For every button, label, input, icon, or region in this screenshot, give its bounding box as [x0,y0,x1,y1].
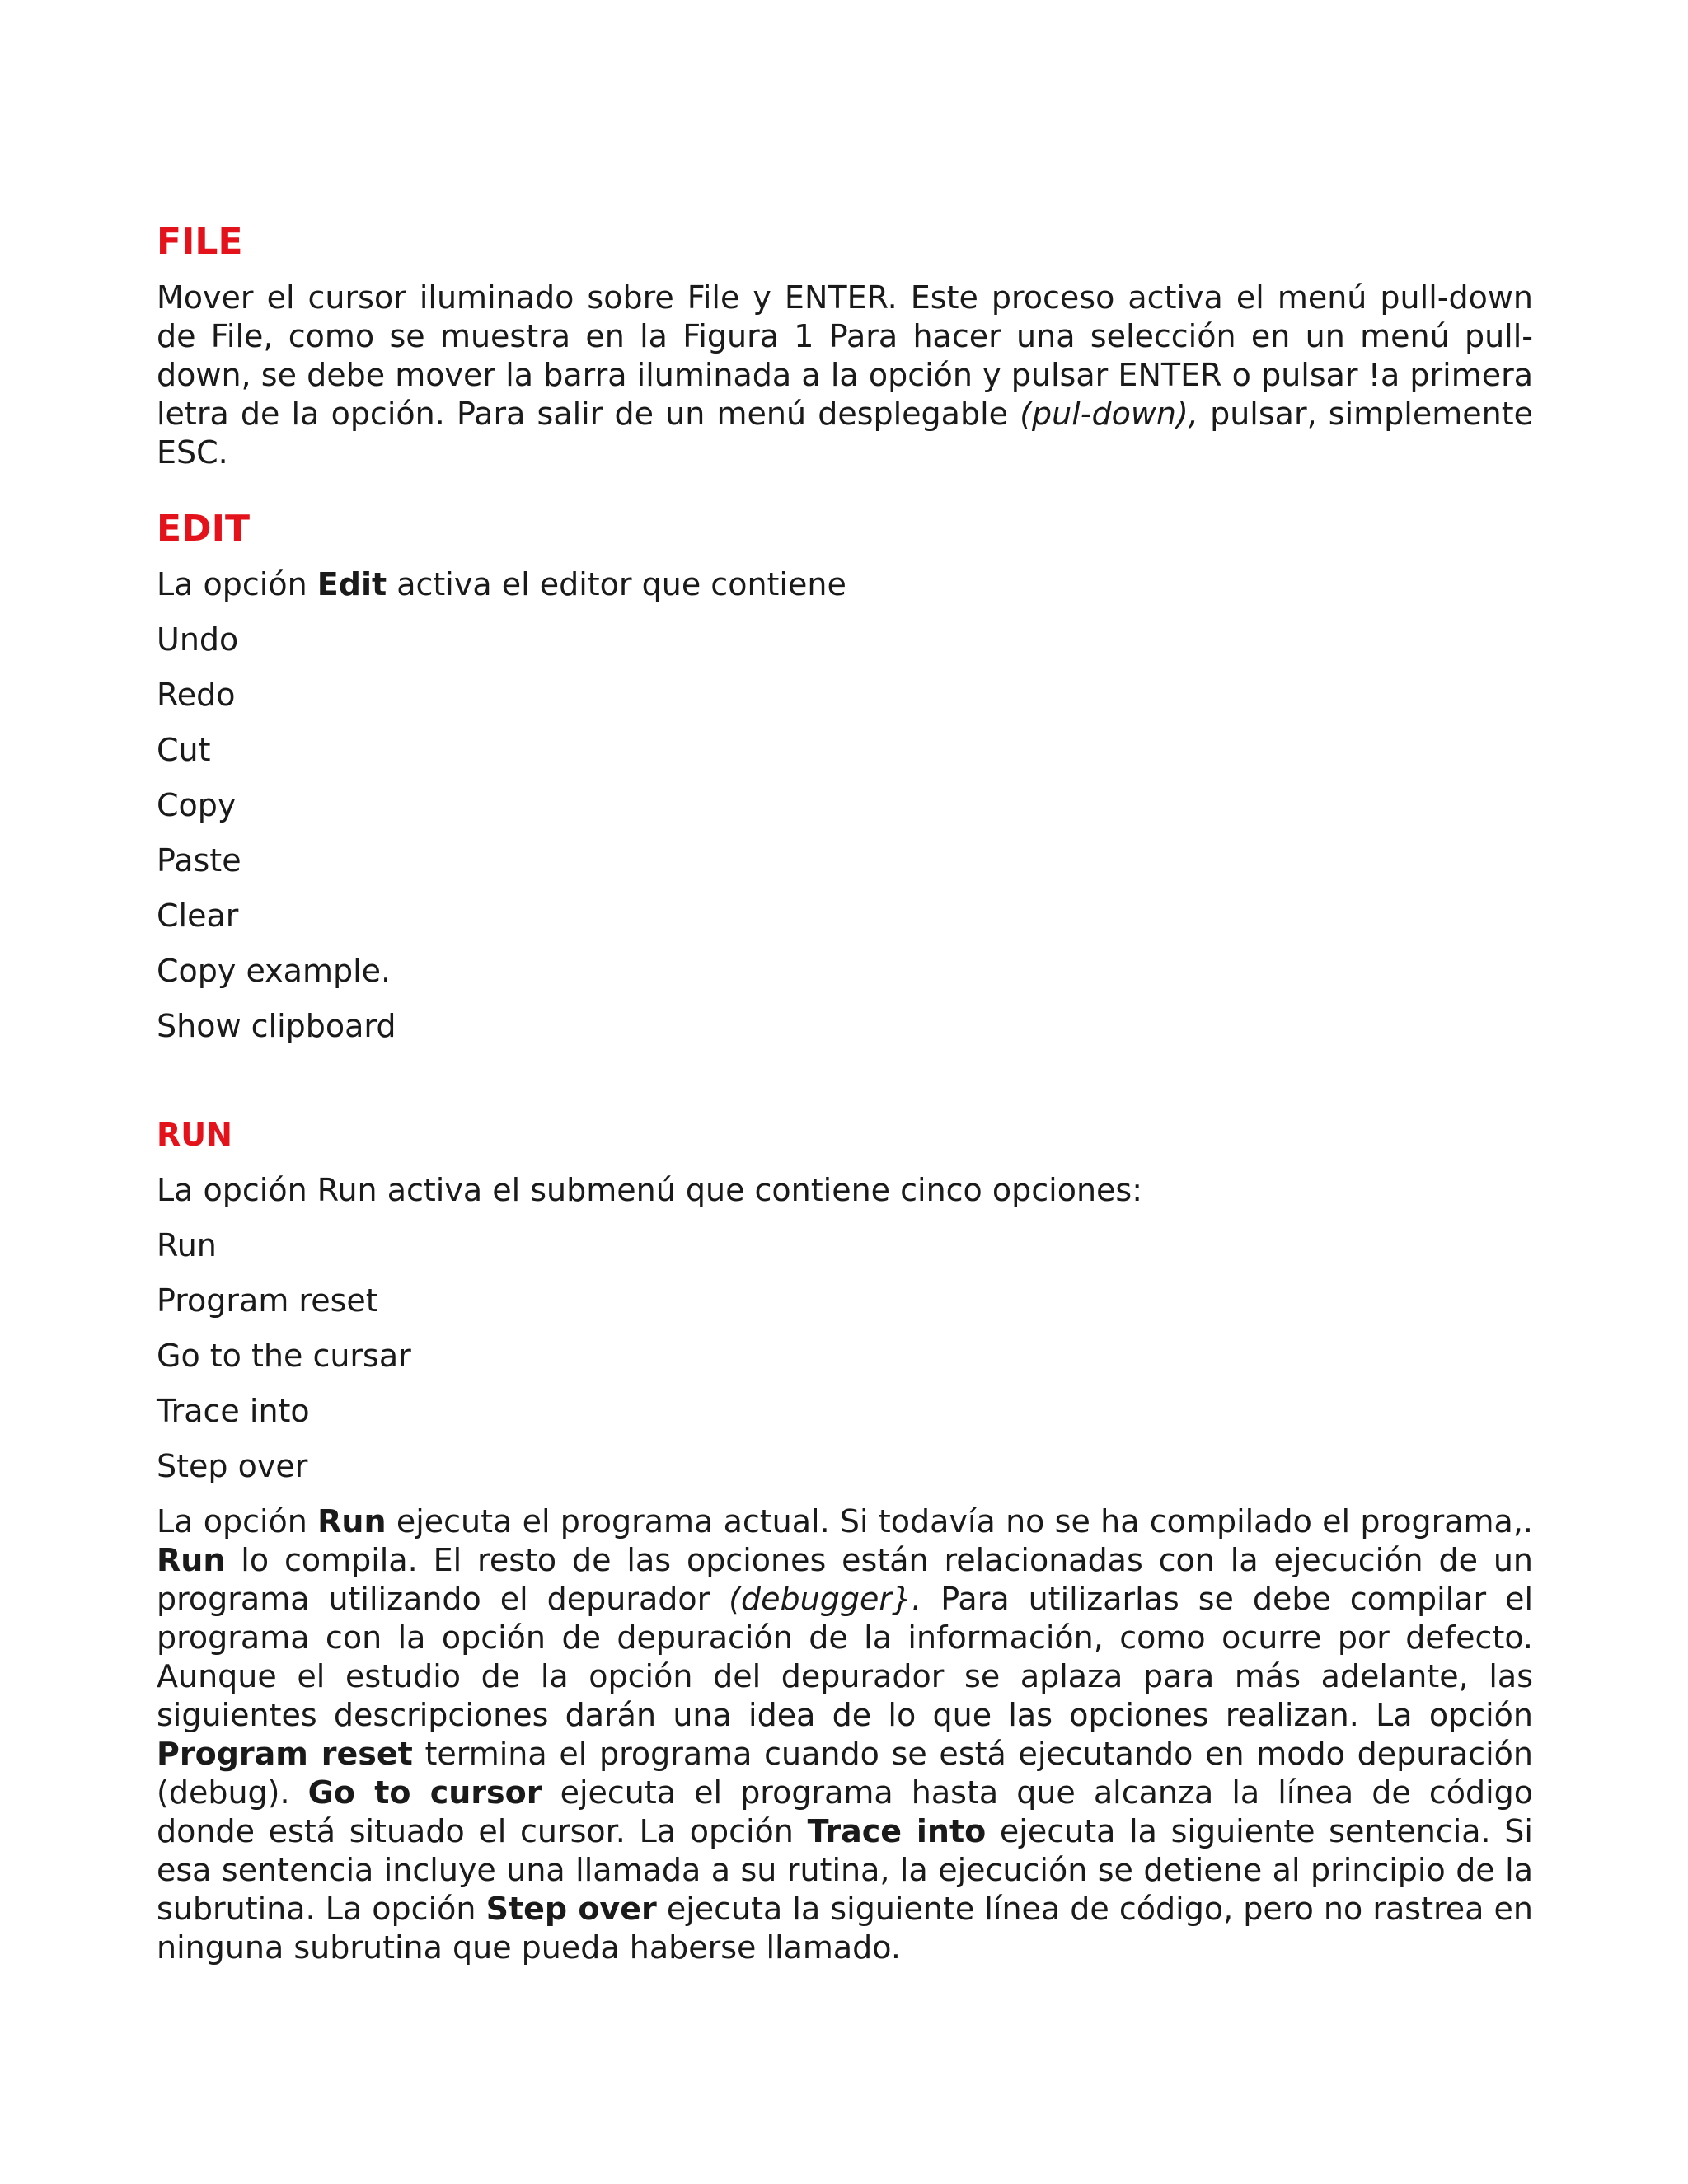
edit-intro [157,565,846,604]
edit-intro-post: activa el editor que contiene [387,566,846,602]
run-item-trace-into: Trace into [157,1393,310,1429]
file-paragraph [157,279,1533,472]
edit-item-undo: Undo [157,621,239,658]
run-paragraph-text-6: ejecuta el programa hasta que alcanza la línea de código donde está situado el cursor. La opción [157,1774,1534,1849]
file-paragraph-text-1: Mover el cursor iluminado sobre File y ENTER. Este proceso activa el menú pull-down de File, como se muestra en la Figura 1 Para hacer una selección en un menú pull-down, se debe mover la barra iluminada a la opción y pulsar ENTER o pulsar !a primera letra de la opción. Para salir de un menú desplegable [157,279,1533,432]
run-paragraph-text-8: ejecuta la siguiente línea de código, pero no rastrea en ninguna subrutina que pueda haberse llamado. [157,1891,1533,1966]
run-heading: RUN [157,1117,232,1153]
run-paragraph-bold-run-1: Run [317,1503,387,1540]
file-heading: FILE [157,221,243,263]
run-item-program-reset: Program reset [157,1282,378,1319]
edit-item-clear: Clear [157,898,239,934]
run-paragraph [157,1502,1533,1967]
edit-item-redo: Redo [157,677,236,713]
run-paragraph-text-1: La opción [157,1503,318,1540]
edit-item-copy: Copy [157,787,237,823]
run-paragraph-bold-program-reset: Program reset [157,1736,413,1772]
run-paragraph-text-5: termina el programa cuando se está ejecutando en modo depuración (debug). [157,1736,1533,1811]
edit-item-copy-example: Copy example. [157,953,392,989]
edit-intro-bold: Edit [316,566,387,602]
edit-item-cut: Cut [157,732,211,768]
run-item-go-to-cursor: Go to the cursar [157,1338,411,1374]
file-paragraph-italic: (pul-down), [1020,396,1198,432]
run-paragraph-italic-debugger: (debugger}. [729,1581,922,1617]
run-paragraph-bold-step-over: Step over [485,1891,657,1927]
run-item-step-over: Step over [157,1448,308,1484]
file-paragraph-text-2: pulsar, simplemente ESC. [157,396,1533,471]
run-item-run: Run [157,1227,217,1263]
edit-item-show-clipboard: Show clipboard [157,1008,396,1044]
run-paragraph-text-3: lo compila. El resto de las opciones están relacionadas con la ejecución de un programa utilizando el depurador [157,1542,1533,1617]
run-paragraph-text-4: Para utilizarlas se debe compilar el programa con la opción de depuración de la información, como ocurre por defecto. Aunque el estudio de la opción del depurador se aplaza para más adelante, las siguientes descripciones darán una idea de lo que las opciones realizan. La opción [157,1581,1534,1733]
edit-heading: EDIT [157,508,250,550]
edit-intro-pre: La opción [157,566,317,602]
run-paragraph-bold-trace-into: Trace into [807,1813,987,1849]
edit-item-paste: Paste [157,842,241,879]
run-paragraph-bold-run-2: Run [157,1542,226,1578]
run-intro: La opción Run activa el submenú que contiene cinco opciones: [157,1172,1143,1208]
run-paragraph-text-7: ejecuta la siguiente sentencia. Si esa sentencia incluye una llamada a su rutina, la ejecución se detiene al principio de la subrutina. La opción [157,1813,1533,1927]
run-paragraph-bold-go-to-cursor: Go to cursor [307,1774,542,1811]
run-paragraph-text-2: ejecuta el programa actual. Si todavía no se ha compilado el programa,. [386,1503,1533,1540]
